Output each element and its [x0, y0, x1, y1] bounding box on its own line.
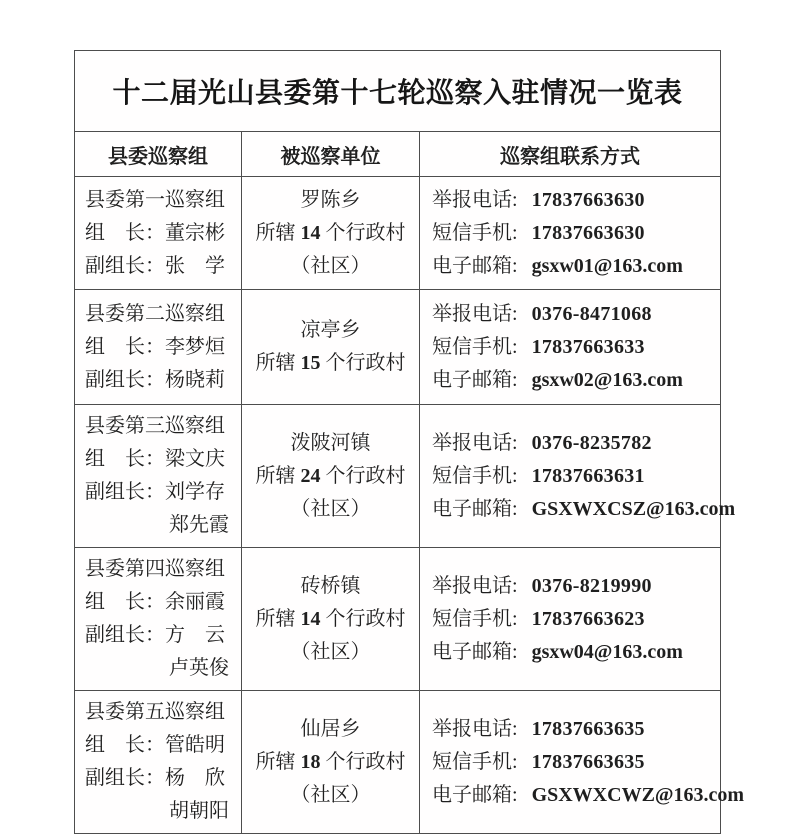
phone-line [432, 570, 712, 603]
email-line [432, 779, 744, 812]
phone-label: 举报电话: [432, 188, 518, 211]
deputy-line: 副组长：杨晓莉 [85, 368, 225, 391]
email-address: GSXWXCWZ@163.com [531, 783, 745, 806]
group-name: 县委第三巡察组 [85, 415, 225, 437]
email-line [432, 364, 712, 397]
villages-prefix: 所辖 [255, 352, 296, 374]
unit-villages-line [250, 603, 411, 636]
email-label: 电子邮箱: [432, 783, 518, 806]
unit-villages-line [250, 347, 411, 380]
email-address: GSXWXCSZ@163.com [531, 497, 736, 520]
phone-number: 0376-8235782 [531, 431, 652, 454]
leader-line: 组 长：梁文庆 [85, 448, 225, 470]
sms-line [432, 331, 712, 364]
villages-count: 24 [300, 464, 321, 487]
contact-cell [420, 548, 720, 690]
unit-note: （社区） [290, 497, 371, 520]
phone-number: 17837663635 [531, 717, 645, 740]
sms-label: 短信手机: [432, 464, 518, 487]
unit-name: 仙居乡 [300, 717, 361, 740]
leader-line: 组 长：董宗彬 [85, 221, 225, 244]
table-row [75, 176, 720, 289]
villages-prefix: 所辖 [255, 464, 296, 487]
group-name: 县委第二巡察组 [85, 302, 225, 325]
unit-note: （社区） [290, 254, 371, 277]
group-cell [75, 177, 242, 289]
sms-line [432, 460, 735, 493]
group-cell [75, 548, 242, 690]
email-label: 电子邮箱: [432, 497, 518, 520]
villages-prefix: 所辖 [255, 221, 296, 244]
villages-count: 15 [300, 352, 321, 374]
leader-line: 组 长：李梦烜 [85, 335, 225, 358]
villages-count: 14 [300, 607, 321, 630]
deputy-line: 副组长：张 学 [85, 254, 225, 277]
email-label: 电子邮箱: [432, 640, 518, 663]
unit-note: （社区） [290, 640, 371, 663]
unit-cell [242, 405, 420, 547]
leader-line: 组 长：管皓明 [85, 734, 225, 756]
page-title: 十二届光山县委第十七轮巡察入驻情况一览表 [112, 78, 683, 109]
sms-label: 短信手机: [432, 221, 518, 244]
villages-suffix: 个行政村 [325, 352, 406, 374]
phone-line [432, 298, 712, 331]
unit-cell [242, 177, 420, 289]
extra-member-line: 郑先霞 [169, 514, 229, 536]
unit-villages-line [250, 217, 411, 250]
group-cell [75, 691, 242, 833]
phone-label: 举报电话: [432, 302, 518, 325]
group-name: 县委第五巡察组 [85, 701, 225, 723]
unit-name: 泼陂河镇 [290, 431, 371, 454]
group-name: 县委第四巡察组 [85, 558, 225, 580]
group-name: 县委第一巡察组 [85, 188, 225, 211]
email-label: 电子邮箱: [432, 368, 518, 391]
sms-line [432, 603, 712, 636]
sms-label: 短信手机: [432, 335, 518, 358]
sms-line [432, 217, 712, 250]
villages-count: 18 [300, 750, 321, 773]
deputy-line: 副组长：杨 欣 [85, 767, 225, 789]
villages-suffix: 个行政村 [325, 607, 406, 630]
villages-suffix: 个行政村 [325, 221, 406, 244]
villages-count: 14 [300, 221, 321, 244]
deputy-line: 副组长：刘学存 [85, 481, 225, 503]
sms-number: 17837663633 [531, 335, 645, 358]
email-address: gsxw02@163.com [531, 368, 683, 391]
phone-line [432, 427, 735, 460]
extra-member-line: 胡朝阳 [169, 800, 229, 822]
phone-number: 17837663630 [531, 188, 645, 211]
email-line [432, 636, 712, 669]
phone-label: 举报电话: [432, 574, 518, 597]
contact-cell [420, 290, 720, 404]
group-cell [75, 290, 242, 404]
extra-member-line: 卢英俊 [169, 657, 229, 679]
unit-name: 砖桥镇 [300, 574, 361, 597]
unit-villages-line [250, 460, 411, 493]
unit-cell [242, 290, 420, 404]
unit-villages-line [250, 746, 411, 779]
email-label: 电子邮箱: [432, 254, 518, 277]
email-line [432, 493, 735, 526]
contact-cell [420, 691, 752, 833]
contact-cell [420, 405, 743, 547]
phone-line [432, 184, 712, 217]
sms-label: 短信手机: [432, 607, 518, 630]
sms-number: 17837663623 [531, 607, 645, 630]
unit-cell [242, 691, 420, 833]
sms-label: 短信手机: [432, 750, 518, 773]
villages-suffix: 个行政村 [325, 750, 406, 773]
table-header-row [75, 131, 720, 176]
phone-number: 0376-8471068 [531, 302, 652, 325]
header-cell-unit: 被巡察单位 [242, 132, 420, 176]
table-row [75, 404, 736, 547]
phone-label: 举报电话: [432, 717, 518, 740]
villages-prefix: 所辖 [255, 750, 296, 773]
unit-note: （社区） [290, 783, 371, 806]
phone-line [432, 713, 744, 746]
table-row [75, 690, 745, 833]
sms-number: 17837663631 [531, 464, 645, 487]
unit-cell [242, 548, 420, 690]
header-cell-contact: 巡察组联系方式 [500, 145, 640, 168]
inspection-table [74, 50, 745, 834]
villages-prefix: 所辖 [255, 607, 296, 630]
table-row [75, 547, 720, 690]
header-cell-group: 县委巡察组 [75, 132, 242, 176]
email-address: gsxw01@163.com [531, 254, 683, 277]
deputy-line: 副组长：方 云 [85, 624, 225, 646]
phone-label: 举报电话: [432, 431, 518, 454]
group-cell [75, 405, 242, 547]
sms-line [432, 746, 744, 779]
sms-number: 17837663630 [531, 221, 645, 244]
villages-suffix: 个行政村 [325, 464, 406, 487]
sms-number: 17837663635 [531, 750, 645, 773]
contact-cell [420, 177, 720, 289]
leader-line: 组 长：余丽霞 [85, 591, 225, 613]
email-line [432, 250, 712, 283]
unit-name: 凉亭乡 [300, 319, 361, 341]
table-row [75, 289, 720, 404]
unit-name: 罗陈乡 [300, 188, 361, 211]
email-address: gsxw04@163.com [531, 640, 683, 663]
phone-number: 0376-8219990 [531, 574, 652, 597]
